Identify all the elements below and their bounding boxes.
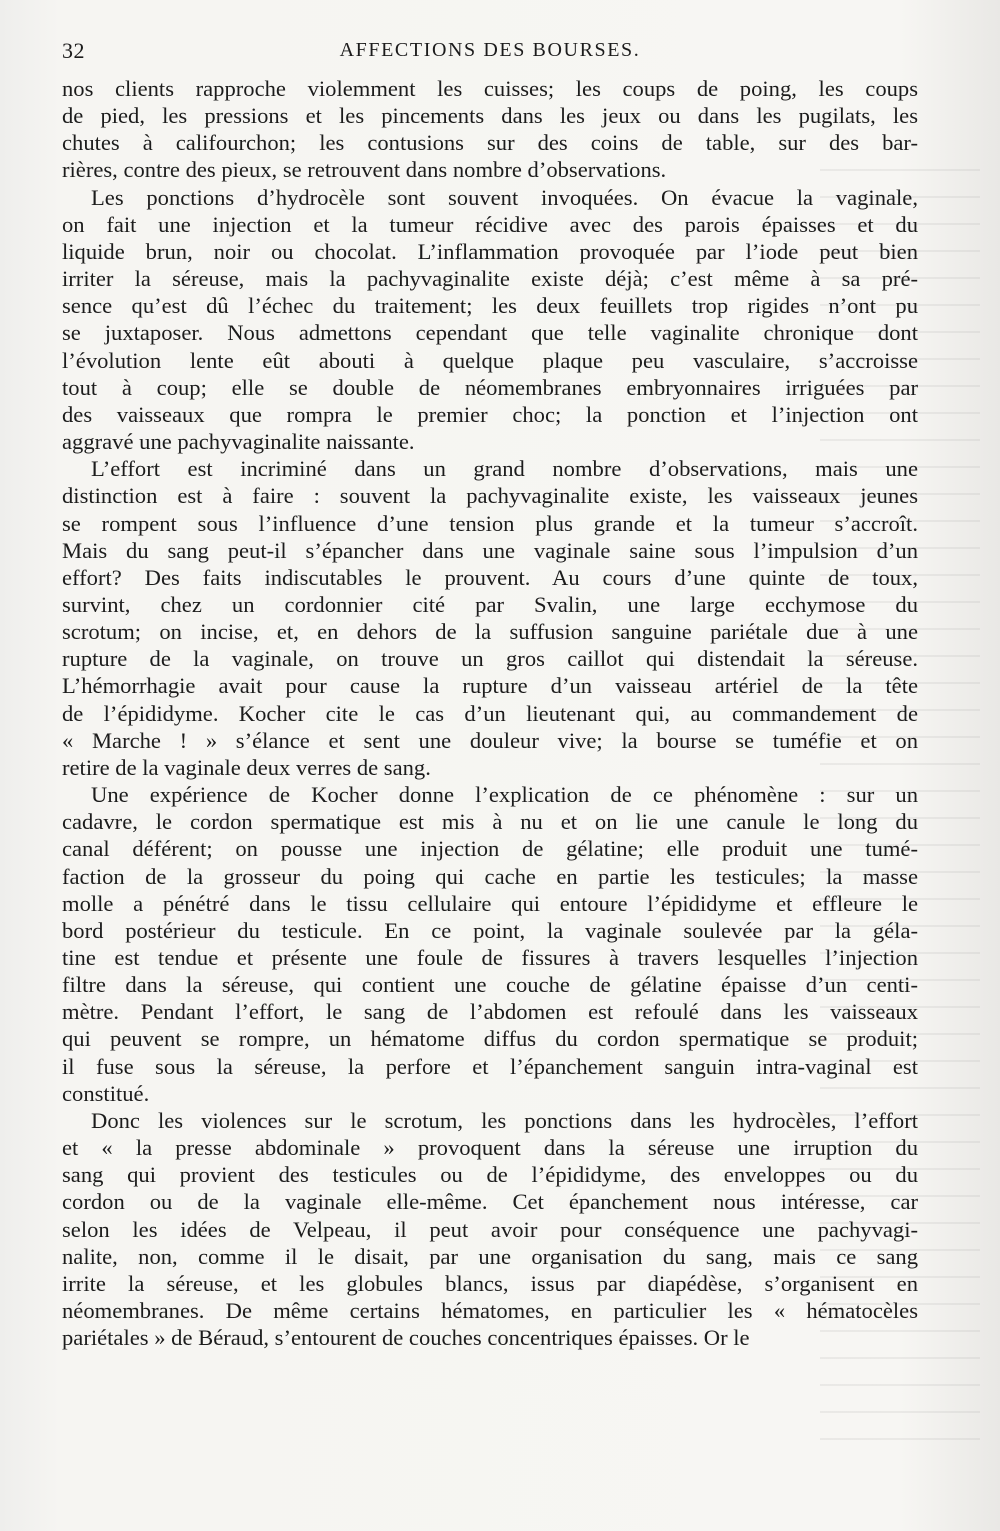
text-line: rupture de la vaginale, on trouve un gros caillot qui distendait la séreuse. — [62, 646, 918, 672]
text-line: aggravé une pachyvaginalite naissante. — [62, 429, 415, 455]
text-line: sence qu’est dû l’échec du traitement; les deux feuillets trop rigides n’ont pu — [62, 293, 918, 319]
text-line: scrotum; on incise, et, en dehors de la suffusion sanguine pariétale due à une — [62, 619, 918, 645]
text-line: qui peuvent se rompre, un hématome diffus du cordon spermatique se produit; — [62, 1026, 918, 1052]
paragraph — [62, 75, 918, 184]
text-line: mètre. Pendant l’effort, le sang de l’abdomen est refoulé dans les vaisseaux — [62, 999, 918, 1025]
text-line: nalite, non, comme il le disait, par une organisation du sang, mais ce sang — [62, 1243, 918, 1269]
page-number: 32 — [62, 38, 85, 63]
text-line: faction de la grosseur du poing qui cache en partie les testicules; la masse — [62, 863, 918, 889]
paragraph — [62, 455, 918, 781]
running-head: AFFECTIONS DES BOURSES. — [339, 39, 641, 61]
body-text — [62, 75, 918, 1351]
text-line: sang qui provient des testicules ou de l’épididyme, des enveloppes ou du — [62, 1162, 918, 1188]
text-line: tout à coup; elle se double de néomembranes embryonnaires irriguées par — [62, 374, 918, 400]
text-line: se juxtaposer. Nous admettons cependant que telle vaginalite chronique dont — [62, 320, 918, 346]
text-line: il fuse sous la séreuse, la perfore et l’épanchement sanguin intra-vaginal est — [62, 1053, 918, 1079]
text-line: L’effort est incriminé dans un grand nombre d’observations, mais une — [91, 456, 918, 482]
text-line: de pied, les pressions et les pincements dans les jeux ou dans les pugilats, les — [62, 103, 918, 129]
text-line: l’évolution lente eût abouti à quelque plaque peu vasculaire, s’accroisse — [62, 347, 918, 373]
text-line: des vaisseaux que rompra le premier choc; la ponction et l’injection ont — [62, 401, 918, 427]
text-line: et « la presse abdominale » provoquent dans la séreuse une irruption du — [62, 1135, 918, 1161]
text-line: effort? Des faits indiscutables le prouvent. Au cours d’une quinte de toux, — [62, 564, 918, 590]
text-line: L’hémorrhagie avait pour cause la rupture d’un vaisseau artériel de la tête — [62, 673, 918, 699]
text-line: molle a pénétré dans le tissu cellulaire qui entoure l’épididyme et effleure le — [62, 890, 918, 916]
text-line: cordon ou de la vaginale elle-même. Cet épanchement nous intéresse, car — [62, 1189, 918, 1215]
text-line: Donc les violences sur le scrotum, les ponctions dans les hydrocèles, l’effort — [91, 1107, 918, 1133]
paragraph — [62, 1107, 918, 1351]
text-line: « Marche ! » s’élance et sent une douleur vive; la bourse se tuméfie et on — [62, 727, 918, 753]
text-line: on fait une injection et la tumeur récidive avec des parois épaisses et du — [62, 211, 918, 237]
text-line: retire de la vaginale deux verres de sang. — [62, 754, 431, 780]
text-line: Mais du sang peut-il s’épancher dans une vaginale saine sous l’impulsion d’un — [62, 537, 918, 563]
text-line: canal déférent; on pousse une injection de gélatine; elle produit une tumé- — [62, 836, 918, 862]
paragraph — [62, 184, 918, 456]
text-line: cadavre, le cordon spermatique est mis à nu et on lie une canule le long du — [62, 809, 918, 835]
text-line: survint, chez un cordonnier cité par Svalin, une large ecchymose du — [62, 591, 918, 617]
text-line: selon les idées de Velpeau, il peut avoir pour conséquence une pachyvagi- — [62, 1216, 918, 1242]
text-line: bord postérieur du testicule. En ce point, la vaginale soulevée par la géla- — [62, 917, 918, 943]
text-line: pariétales » de Béraud, s’entourent de couches concentriques épaisses. Or le — [62, 1325, 750, 1351]
text-line: se rompent sous l’influence d’une tension plus grande et la tumeur s’accroît. — [62, 510, 918, 536]
page-header — [62, 38, 918, 68]
text-line: Une expérience de Kocher donne l’explication de ce phénomène : sur un — [91, 782, 918, 808]
text-line: chutes à califourchon; les contusions sur des coins de table, sur des bar- — [62, 130, 918, 156]
text-line: de l’épididyme. Kocher cite le cas d’un lieutenant qui, au commandement de — [62, 700, 918, 726]
text-line: irrite la séreuse, et les globules blancs, issus par diapédèse, s’organisent en — [62, 1270, 918, 1296]
text-line: néomembranes. De même certains hématomes, en particulier les « hématocèles — [62, 1298, 918, 1324]
text-line: nos clients rapproche violemment les cuisses; les coups de poing, les coups — [62, 76, 918, 101]
text-line: liquide brun, noir ou chocolat. L’inflammation provoquée par l’iode peut bien — [62, 238, 918, 264]
text-line: rières, contre des pieux, se retrouvent dans nombre d’observations. — [62, 157, 667, 183]
paragraph — [62, 781, 918, 1107]
text-line: Les ponctions d’hydrocèle sont souvent invoquées. On évacue la vaginale, — [91, 184, 918, 210]
text-line: tine est tendue et présente une foule de fissures à travers lesquelles l’injection — [62, 945, 918, 970]
text-line: distinction est à faire : souvent la pachyvaginalite existe, les vaisseaux jeunes — [62, 483, 918, 509]
text-line: constitué. — [62, 1080, 150, 1106]
text-line: irriter la séreuse, mais la pachyvaginalite existe déjà; c’est même à sa pré- — [62, 266, 918, 292]
text-line: filtre dans la séreuse, qui contient une couche de gélatine épaisse d’un centi- — [62, 972, 918, 998]
